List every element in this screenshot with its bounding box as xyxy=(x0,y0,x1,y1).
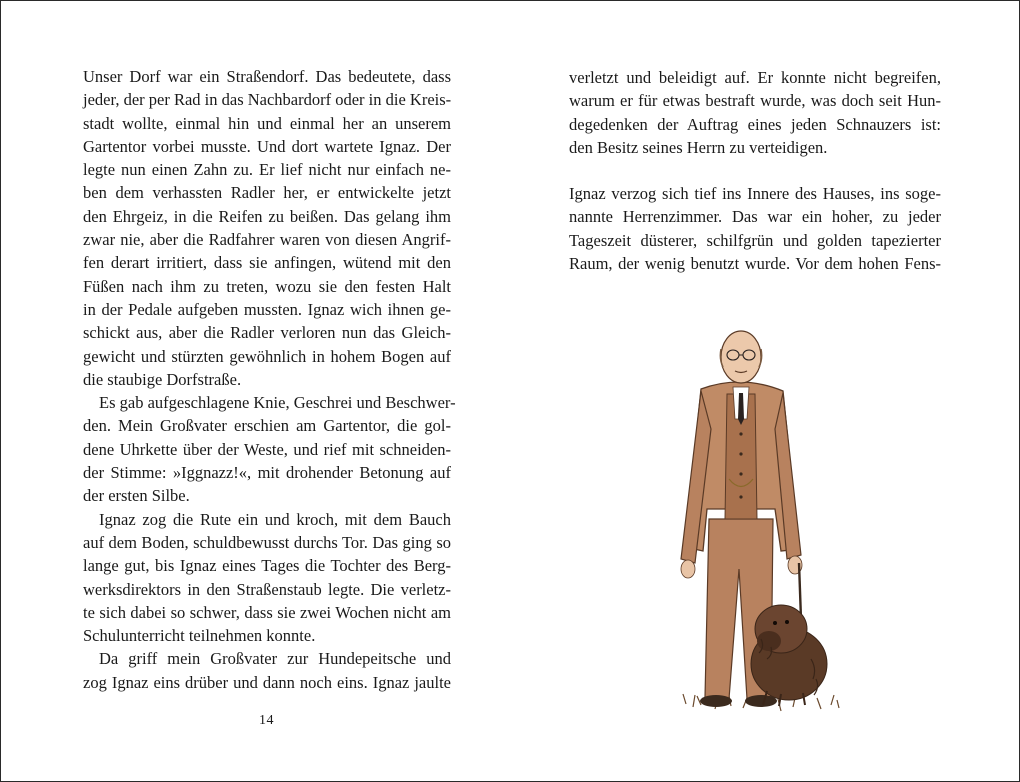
text-line: Ignaz verzog sich tief ins Innere des Hauses, ins soge- xyxy=(569,184,941,204)
text-line: werksdirektors in den Straßenstaub legte. Die verletz- xyxy=(83,579,451,599)
text-line: den. Mein Großvater erschien am Gartentor, die gol- xyxy=(83,416,451,436)
right-paragraph-1 xyxy=(569,66,941,159)
text-line: Unser Dorf war ein Straßendorf. Das bedeutete, dass xyxy=(83,67,451,86)
tie xyxy=(738,393,744,425)
page-number: 14 xyxy=(259,713,274,728)
text-line: den Ehrgeiz, in die Reifen zu beißen. Das gelang ihm xyxy=(83,206,451,226)
text-line: ben dem verhassten Radler her, er entwickelte jetzt xyxy=(83,183,451,203)
text-line: zog Ignaz eins drüber und dann noch eins. Ignaz jaulte xyxy=(83,672,451,692)
text-line: den Besitz seines Herrn zu verteidigen. xyxy=(569,137,828,157)
left-shoe xyxy=(700,695,732,707)
text-line: dene Uhrkette über der Weste, und rief mit schneiden- xyxy=(83,439,451,459)
text-line: Es gab aufgeschlagene Knie, Geschrei und Beschwer- xyxy=(99,393,456,413)
text-line: legte nun einen Zahn zu. Er lief nicht nur einfach ne- xyxy=(83,160,451,180)
text-line: Gartentor vorbei musste. Und dort wartete Ignaz. Der xyxy=(83,136,451,156)
text-line: schickt aus, aber die Radler verloren nun das Gleich- xyxy=(83,323,451,343)
text-line: degedenken der Auftrag eines jeden Schnauzers ist: xyxy=(569,114,941,134)
text-line: Da griff mein Großvater zur Hundepeitsche und xyxy=(99,649,451,669)
paragraph-gap xyxy=(569,159,941,182)
text-line: warum er für etwas bestraft wurde, was doch seit Hun- xyxy=(569,91,941,111)
text-line: Schulunterricht teilnehmen konnte. xyxy=(83,626,316,646)
text-line: auf dem Boden, schuldbewusst durchs Tor. Das ging so xyxy=(83,532,451,552)
text-line: nannte Herrenzimmer. Das war ein hoher, zu jeder xyxy=(569,207,941,227)
text-line: der Stimme: »Iggnazz!«, mit drohender Betonung auf xyxy=(83,463,451,483)
text-line: lange gut, bis Ignaz eines Tages die Tochter des Berg- xyxy=(83,556,451,576)
text-line: te sich dabei so schwer, dass sie zwei Wochen nicht am xyxy=(83,602,451,622)
text-line: Tageszeit düsterer, schilfgrün und golden tapezierter xyxy=(569,230,941,250)
text-line: fen derart irritiert, dass sie anfingen, wütend mit den xyxy=(83,253,451,273)
text-line: Ignaz zog die Rute ein und kroch, mit dem Bauch xyxy=(99,509,451,529)
text-line: Füßen nach ihm zu treten, wozu sie den festen Halt xyxy=(83,276,451,296)
text-line: verletzt und beleidigt auf. Er konnte nicht begreifen, xyxy=(569,68,941,87)
right-paragraph-2 xyxy=(569,182,941,275)
text-line: die staubige Dorfstraße. xyxy=(83,369,242,389)
text-line: zwar nie, aber die Radfahrer waren von diesen Angrif- xyxy=(83,230,451,250)
left-hand xyxy=(681,560,695,578)
text-line: stadt wollte, einmal hin und einmal her an unserem xyxy=(83,113,451,133)
text-line: jeder, der per Rad in das Nachbardorf oder in die Kreis- xyxy=(83,90,452,110)
man-with-dog-illustration xyxy=(671,319,851,729)
text-line: Raum, der wenig benutzt wurde. Vor dem hohen Fens- xyxy=(569,254,941,274)
right-page-text xyxy=(569,66,941,275)
text-line: gewicht und stürzten gewöhnlich in hohem Bogen auf xyxy=(83,346,451,366)
left-page-text xyxy=(83,65,456,694)
text-line: in der Pedale aufgeben mussten. Ignaz wich ihnen ge- xyxy=(83,299,451,319)
cane xyxy=(799,563,801,619)
text-line: der ersten Silbe. xyxy=(83,486,190,506)
